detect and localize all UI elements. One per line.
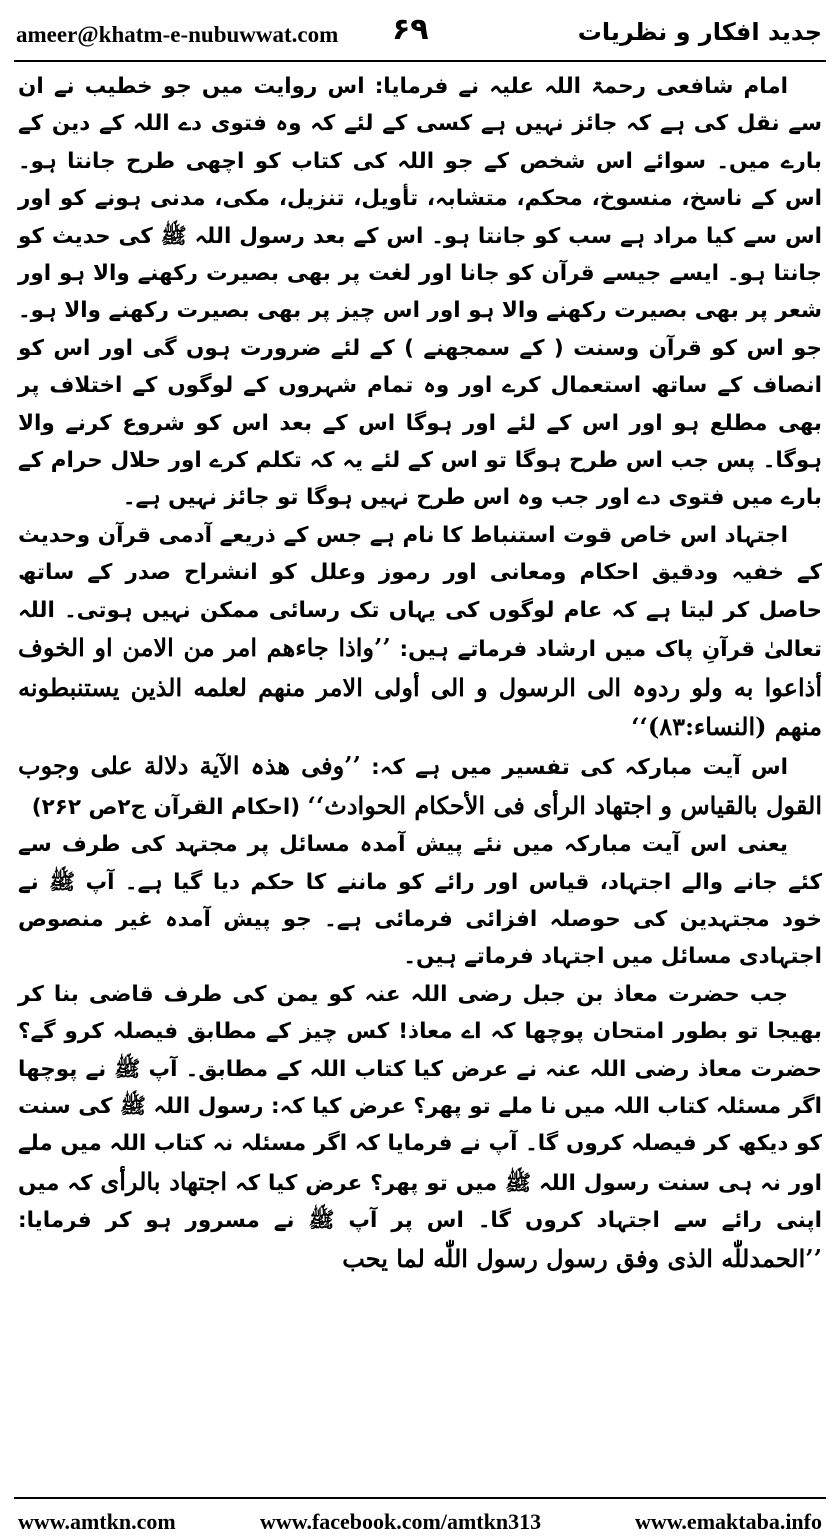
footer-divider [14, 1497, 826, 1499]
paragraph-text: جب حضرت معاذ بن جبل رضی اللہ عنہ کو یمن کی طرف قاضی بنا کر بھیجا تو بطور امتحان پوچھا کہ اے معاذ! کس چیز کے مطابق فیصلہ کرو گے؟ حضرت معاذ رضی اللہ عنہ نے عرض کیا کتاب اللہ کے مطابق۔ آپ ﷺ نے پوچھا اگر مسئلہ کتاب اللہ میں نا ملے تو پھر؟ عرض کیا کہ: رسول اللہ ﷺ کی سنت کو دیکھ کر فیصلہ کروں گا۔ آپ نے فرمایا کہ اگر مسئلہ نہ کتاب اللہ میں ملے اور نہ ہی سنت رسول اللہ ﷺ میں تو پھر؟ عرض کیا کہ [18, 981, 822, 1196]
paragraph-muaz-hadith [18, 976, 822, 1279]
citation: (احکام القرآن ج۲ص ۲۶۲) [31, 794, 301, 820]
paragraph-text: اس آیت مبارکہ کی تفسیر میں ہے کہ: [371, 755, 789, 781]
header-email: ameer@khatm-e-nubuwwat.com [16, 22, 339, 47]
paragraph-tafsir [18, 747, 822, 826]
page-number: ۶۹ [392, 12, 429, 47]
page-body [18, 68, 822, 1492]
arabic-phrase: اجتھاد بالرأی [100, 1166, 228, 1196]
tafsir-quote: ’’وفی ھذہ الآیة دلالة علی وجوب القول بالقیاس و اجتھاد الرأی فی الأحکام الحوادث‘‘ [18, 751, 822, 820]
paragraph-text: اجتہاد اس خاص قوت استنباط کا نام ہے جس کے ذریعے آدمی قرآن وحدیث کے خفیہ ودقیق احکام ومعانی اور رموز وعلل کو انشراح صدر کے ساتھ حاصل کر لیتا ہے کہ عام لوگوں کی یہاں تک رسائی ممکن نہیں ہوتی۔ اللہ تعالیٰ قرآنِ پاک میں ارشاد فرماتے ہیں: [18, 522, 822, 663]
paragraph-imam-shafi: امام شافعی رحمۃ اللہ علیہ نے فرمایا: اس روایت میں جو خطیب نے ان سے نقل کی ہے کہ جائز نہیں ہے کسی کے لئے کہ وہ فتوی دے اللہ کے دین کے بارے میں۔ سوائے اس شخص کے جو اللہ کی کتاب کو اچھی طرح جانتا ہو۔ اس کے ناسخ، منسوخ، محکم، متشابہ، تأویل، تنزیل، مکی، مدنی ہونے کو اور اس سے کیا مراد ہے سب کو جانتا ہو۔ اس کے بعد رسول اللہ ﷺ کی حدیث کو جانتا ہو۔ ایسے جیسے قرآن کو جانا اور لغت پر بھی بصیرت رکھنے والا ہو اور شعر پر بھی بصیرت رکھنے والا ہو اور اس چیز پر بھی بصیرت رکھنے والا ہو۔ جو اس کو قرآن وسنت ( کے سمجھنے ) کے لئے ضرورت ہوں گی اور اس کو انصاف کے ساتھ استعمال کرے اور وہ تمام شہروں کے لوگوں کے اختلاف پر بھی مطلع ہو اور اس کے لئے اور ہوگا اس کے بعد اس کو شروع کرنے والا ہوگا۔ پس جب اس طرح ہوگا تو اس کے لئے یہ کہ تکلم کرے اور حلال حرام کے بارے میں فتوی دے اور جب وہ اس طرح نہیں ہوگا تو جائز نہیں ہے۔ [18, 74, 822, 511]
page-footer [0, 1503, 840, 1540]
footer-link-amtkn: www.amtkn.com [18, 1509, 176, 1534]
footer-link-facebook: www.facebook.com/amtkn313 [260, 1509, 542, 1534]
hadith-quote: ’’الحمدللّٰه الذی وفق رسول رسول اللّٰه لما یحب [342, 1243, 822, 1273]
quran-quote: ’’واذا جاءھم امر من الامن او الخوف أذاعوا به ولو ردوہ الی الرسول و الی أولی الامر منھم لعلمه الذین یستنبطونه منھم (النساء:۸۳)‘‘ [18, 633, 822, 741]
paragraph-explanation: یعنی اس آیت مبارکہ میں نئے پیش آمدہ مسائل پر مجتہد کی طرف سے کئے جانے والے اجتہاد، قیاس اور رائے کو ماننے کا حکم دیا گیا ہے۔ آپ ﷺ نے خود مجتہدین کی حوصلہ افزائی فرمائی ہے۔ جو پیش آمدہ غیر منصوص اجتہادی مسائل میں اجتہاد فرماتے ہیں۔ [18, 832, 822, 970]
footer-link-emaktaba: www.emaktaba.info [634, 1509, 822, 1534]
book-title: جدید افکار و نظریات [577, 18, 822, 46]
header-divider [14, 60, 826, 62]
paragraph-ijtihad-definition [18, 517, 822, 747]
paragraph-text: کہ میں اپنی رائے سے اجتہاد کروں گا۔ اس پر آپ ﷺ نے مسرور ہو کر فرمایا: [18, 1170, 822, 1234]
page-header [0, 0, 840, 62]
